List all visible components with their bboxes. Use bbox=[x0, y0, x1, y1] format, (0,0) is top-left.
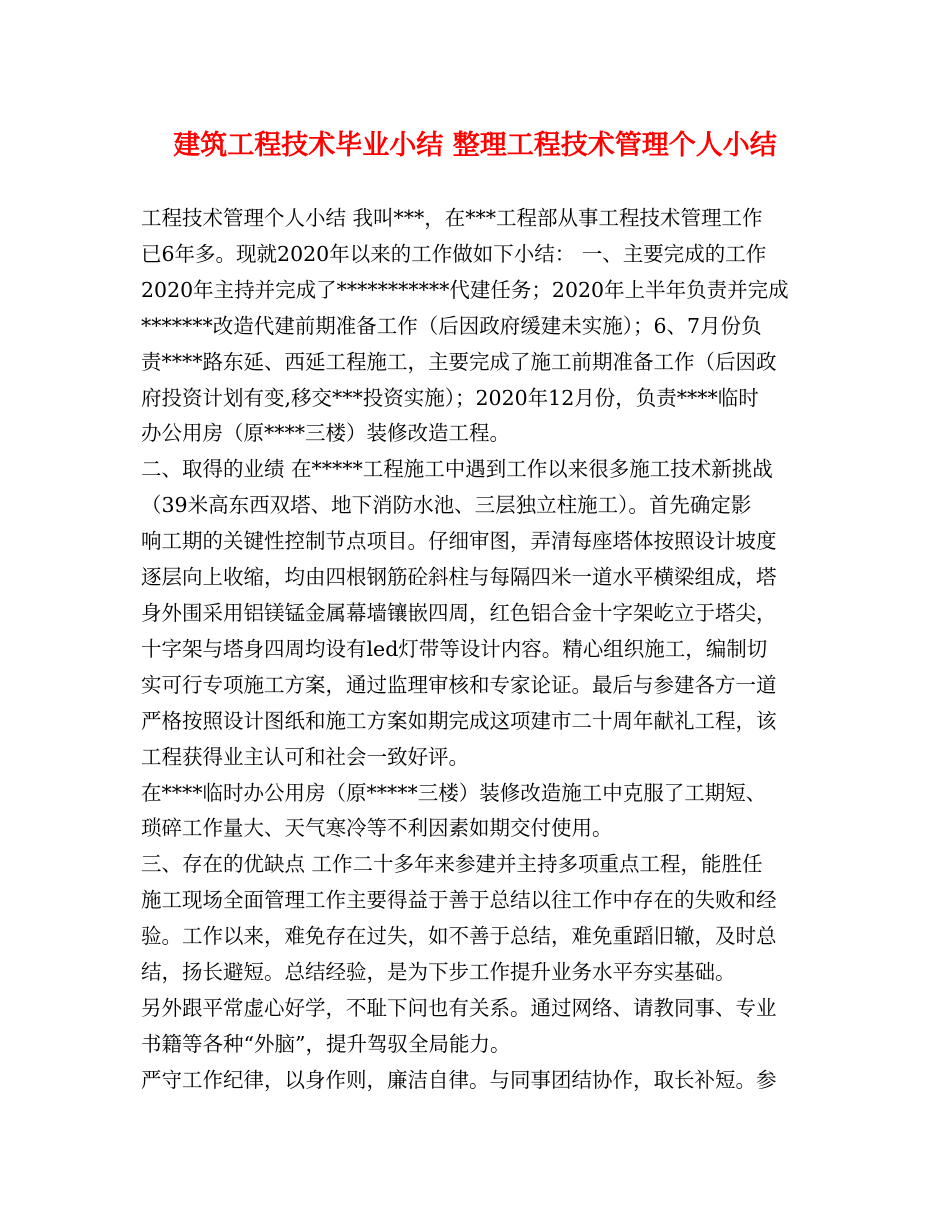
body-line: 结，扬长避短。总结经验，是为下步工作提升业务水平夯实基础。 bbox=[141, 960, 736, 985]
body-line: 责****路东延、西延工程施工，主要完成了施工前期准备工作（后因政 bbox=[141, 349, 777, 374]
body-line: 施工现场全面管理工作主要得益于善于总结以往工作中存在的失败和经 bbox=[141, 888, 777, 913]
body-line: 实可行专项施工方案，通过监理审核和专家论证。最后与参建各方一道 bbox=[141, 672, 777, 697]
body-line: 严守工作纪律，以身作则，廉洁自律。与同事团结协作，取长补短。参 bbox=[141, 1067, 777, 1092]
body-line: 三、存在的优缺点 工作二十多年来参建并主持多项重点工程，能胜任 bbox=[141, 852, 763, 877]
body-line: 2020年主持并完成了***********代建任务；2020年上半年负责并完成 bbox=[141, 277, 789, 302]
body-line: 办公用房（原****三楼）装修改造工程。 bbox=[141, 421, 510, 446]
body-line: 在****临时办公用房（原*****三楼）装修改造施工中克服了工期短、 bbox=[141, 780, 767, 805]
body-line: 已6年多。现就2020年以来的工作做如下小结： 一、主要完成的工作 bbox=[141, 241, 767, 266]
body-line: 响工期的关键性控制节点项目。仔细审图，弄清每座塔体按照设计坡度 bbox=[141, 529, 777, 554]
document-title: 建筑工程技术毕业小结 整理工程技术管理个人小结 bbox=[173, 130, 777, 161]
body-line: 工程获得业主认可和社会一致好评。 bbox=[141, 744, 469, 769]
body-line: 身外围采用铝镁锰金属幕墙镶嵌四周，红色铝合金十字架屹立于塔尖， bbox=[141, 600, 777, 625]
body-line: 另外跟平常虚心好学，不耻下问也有关系。通过网络、请教同事、专业 bbox=[141, 995, 777, 1020]
body-line: 十字架与塔身四周均设有led灯带等设计内容。精心组织施工，编制切 bbox=[141, 636, 768, 661]
body-line: 逐层向上收缩，均由四根钢筋砼斜柱与每隔四米一道水平横梁组成，塔 bbox=[141, 565, 777, 590]
body-line: （39米高东西双塔、地下消防水池、三层独立柱施工）。首先确定影 bbox=[141, 493, 752, 518]
body-line: 琐碎工作量大、天气寒冷等不利因素如期交付使用。 bbox=[141, 816, 613, 841]
document-body bbox=[141, 201, 821, 1099]
body-line: 工程技术管理个人小结 我叫***，在***工程部从事工程技术管理工作 bbox=[141, 206, 763, 230]
body-line: 验。工作以来，难免存在过失，如不善于总结，难免重蹈旧辙，及时总 bbox=[141, 924, 777, 949]
body-line: 书籍等各种“外脑”，提升驾驭全局能力。 bbox=[141, 1031, 511, 1056]
body-line: 二、取得的业绩 在*****工程施工中遇到工作以来很多施工技术新挑战 bbox=[141, 457, 773, 482]
body-line: 府投资计划有变,移交***投资实施）；2020年12月份，负责****临时 bbox=[141, 385, 759, 410]
body-line: 严格按照设计图纸和施工方案如期完成这项建市二十周年献礼工程，该 bbox=[141, 708, 777, 733]
body-line: *******改造代建前期准备工作（后因政府缓建未实施）；6、7月份负 bbox=[141, 313, 762, 338]
